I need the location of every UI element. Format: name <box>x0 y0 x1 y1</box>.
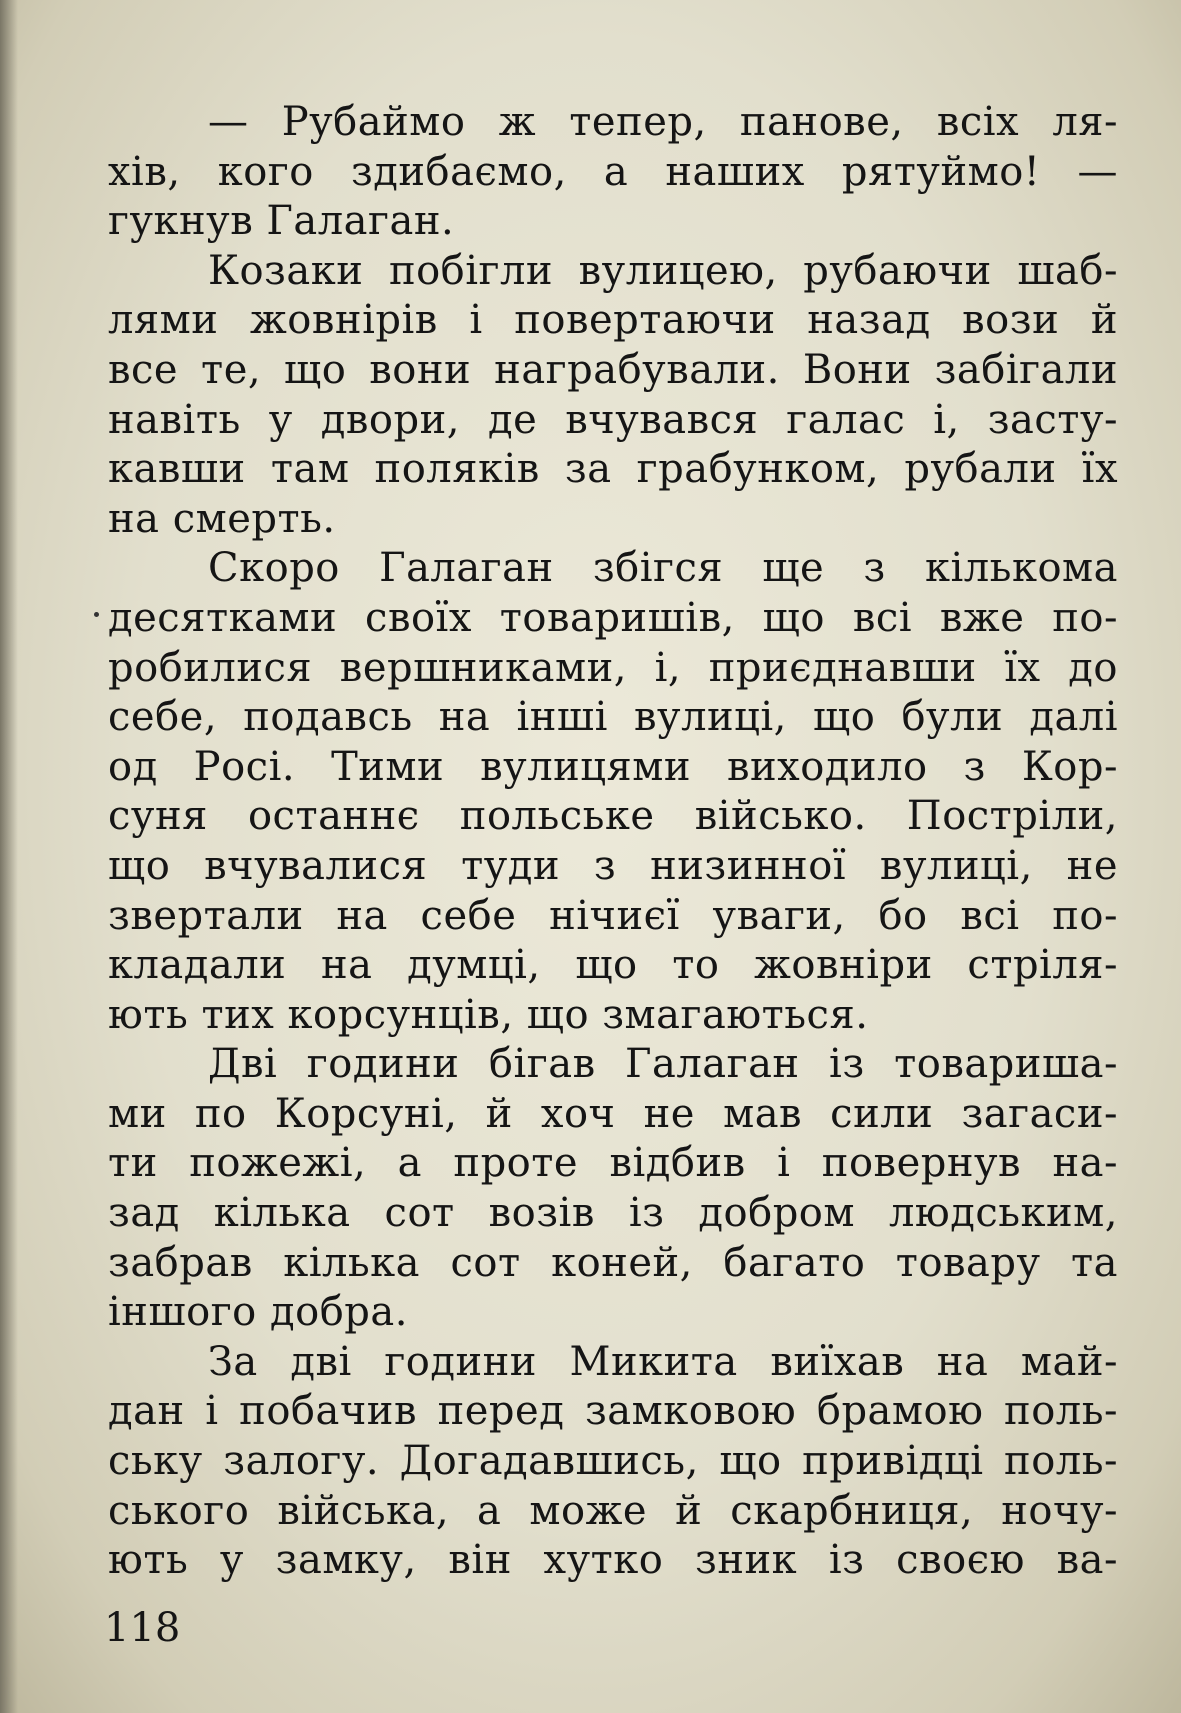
text-line: ського війська, а може й скарбниця, ночу- <box>108 1487 1118 1534</box>
text-line: що вчувалися туди з низинної вулиці, не <box>108 842 1118 889</box>
text-line: іншого добра. <box>108 1289 408 1336</box>
text-line: лями жовнірів і повертаючи назад вози й <box>108 297 1118 344</box>
text-line: гукнув Галаган. <box>108 198 455 245</box>
text-line: суня останнє польське військо. Постріли, <box>108 793 1118 840</box>
text-line: робилися вершниками, і, приєднавши їх до <box>108 644 1118 691</box>
text-line: хів, кого здибаємо, а наших рятуймо! — <box>108 148 1118 195</box>
text-line: Дві години бігав Галаган із товариша- <box>208 1041 1118 1088</box>
print-speck <box>94 612 99 617</box>
page-number: 118 <box>104 1605 181 1651</box>
text-line: забрав кілька сот коней, багато товару та <box>108 1239 1118 1286</box>
text-line: ську залогу. Догадавшись, що привідці поль- <box>108 1438 1118 1485</box>
text-line: на смерть. <box>108 495 336 542</box>
body-text <box>108 98 1118 1586</box>
page-edge-shadow <box>0 0 18 1713</box>
text-line: ми по Корсуні, й хоч не мав сили загаси- <box>108 1090 1118 1137</box>
text-line: кладали на думці, що то жовніри стріля- <box>108 942 1118 989</box>
text-line: все те, що вони награбували. Вони забігали <box>108 346 1118 393</box>
text-line: десятками своїх товаришів, що всі вже по- <box>108 594 1118 641</box>
text-line: зад кілька сот возів із добром людським, <box>108 1190 1118 1237</box>
text-line: Скоро Галаган збігся ще з кількома <box>208 545 1118 592</box>
text-line: од Росі. Тими вулицями виходило з Кор- <box>108 743 1118 790</box>
text-line: ють тих корсунців, що змагаються. <box>108 991 869 1038</box>
text-line: ють у замку, він хутко зник із своєю ва- <box>108 1537 1118 1584</box>
text-line: себе, подавсь на інші вулиці, що були далі <box>108 694 1118 741</box>
text-line: кавши там поляків за грабунком, рубали їх <box>108 446 1118 493</box>
text-line: ти пожежі, а проте відбив і повернув на- <box>108 1140 1118 1187</box>
text-line: За дві години Микита виїхав на май- <box>208 1338 1118 1385</box>
text-line: дан і побачив перед замковою брамою поль- <box>108 1388 1118 1435</box>
text-line: звертали на себе нічиєї уваги, бо всі по- <box>108 892 1118 939</box>
text-line: навіть у двори, де вчувався галас і, засту- <box>108 396 1118 443</box>
text-line: Козаки побігли вулицею, рубаючи шаб- <box>208 247 1118 294</box>
text-line: — Рубаймо ж тепер, панове, всіх ля- <box>208 99 1118 145</box>
